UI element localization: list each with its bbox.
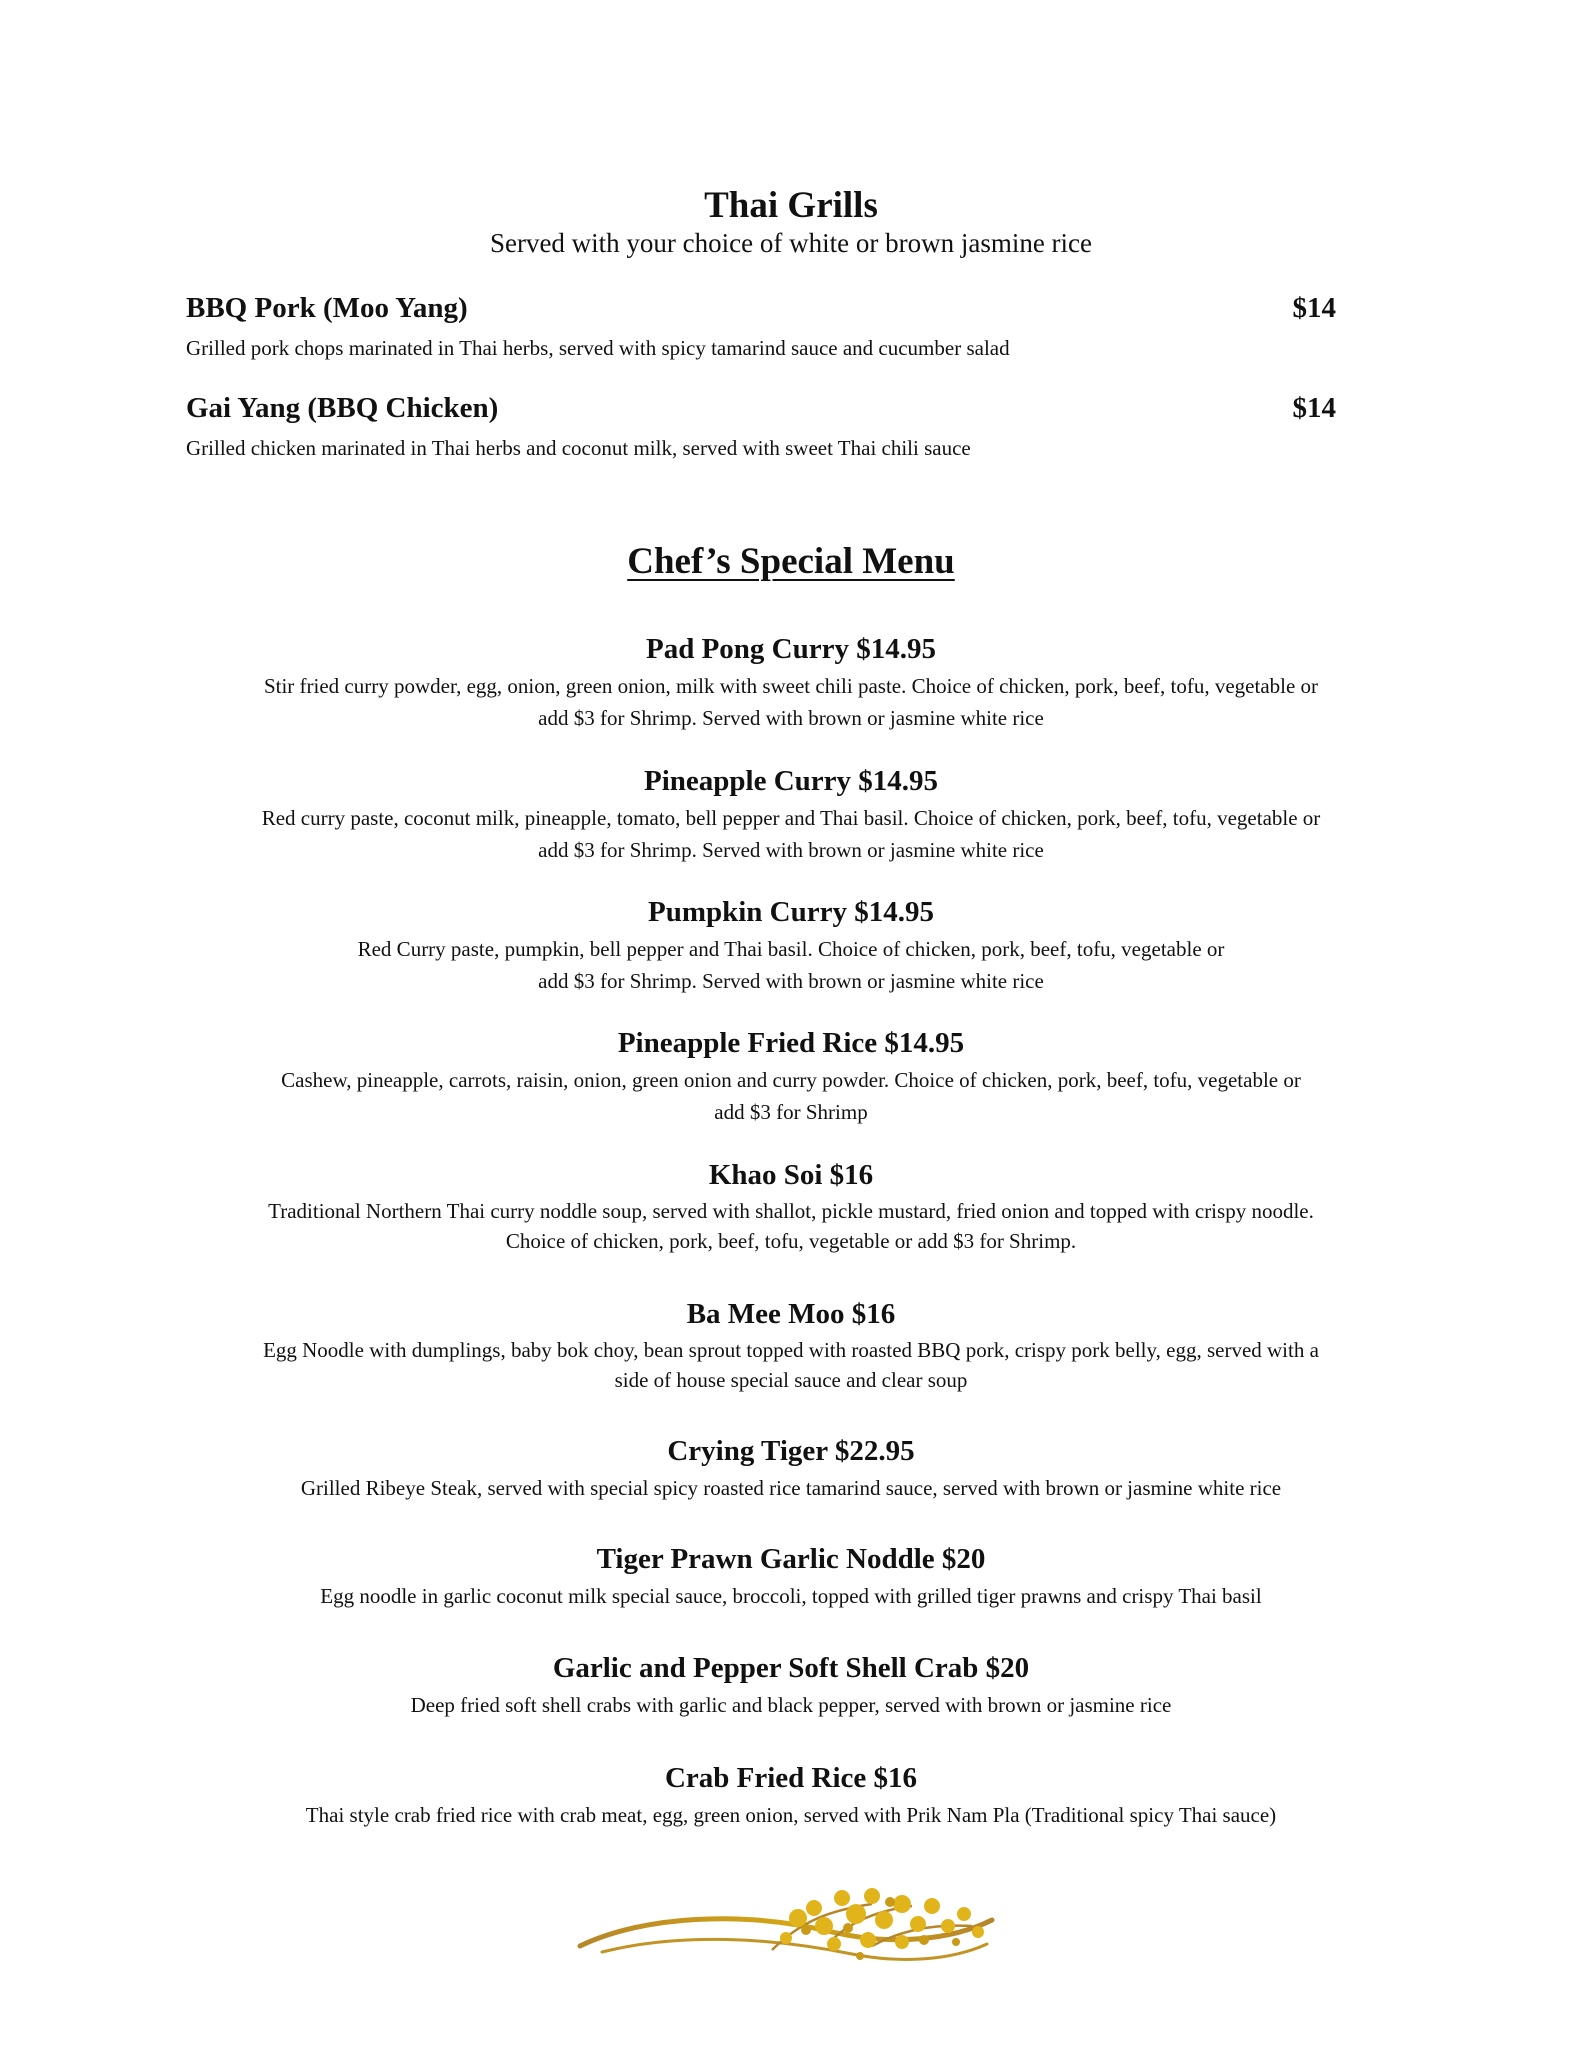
special-item-pad-pong-curry bbox=[190, 631, 1392, 734]
special-item-description bbox=[190, 1472, 1392, 1504]
special-item-name: Pineapple Fried Rice $14.95 bbox=[617, 1027, 965, 1059]
chefs-special-title bbox=[0, 540, 1582, 584]
special-item-crab-fried-rice bbox=[190, 1760, 1392, 1831]
special-item-pineapple-fried-rice bbox=[190, 1025, 1392, 1128]
description-line: add $3 for Shrimp. Served with brown or jasmine white rice bbox=[538, 969, 1044, 993]
special-item-description bbox=[190, 933, 1392, 997]
special-item-description bbox=[190, 1580, 1392, 1612]
special-item-name: Pad Pong Curry $14.95 bbox=[646, 633, 936, 665]
special-item-soft-shell-crab bbox=[190, 1650, 1392, 1721]
grill-item-header bbox=[186, 390, 1346, 426]
grill-item-description: Grilled chicken marinated in Thai herbs and coconut milk, served with sweet Thai chili sauce bbox=[186, 436, 971, 460]
special-item-khao-soi bbox=[190, 1157, 1392, 1256]
special-item-name: Tiger Prawn Garlic Noddle $20 bbox=[596, 1543, 986, 1575]
special-item-description bbox=[190, 1689, 1392, 1721]
description-line: add $3 for Shrimp. Served with brown or jasmine white rice bbox=[538, 706, 1044, 730]
description-line: Stir fried curry powder, egg, onion, green onion, milk with sweet chili paste. Choice of chicken, pork, beef, tofu, vegetable or bbox=[263, 674, 1319, 698]
description-line: Grilled Ribeye Steak, served with special spicy roasted rice tamarind sauce, served with brown or jasmine white rice bbox=[300, 1476, 1282, 1500]
special-item-description bbox=[190, 1335, 1392, 1395]
grill-item-description: Grilled pork chops marinated in Thai herbs, served with spicy tamarind sauce and cucumber salad bbox=[186, 336, 1010, 360]
special-item-pumpkin-curry bbox=[190, 894, 1392, 997]
grill-item-header bbox=[186, 290, 1346, 326]
thai-grills-subtitle: Served with your choice of white or brown jasmine rice bbox=[489, 228, 1093, 258]
special-item-name: Pineapple Curry $14.95 bbox=[643, 765, 939, 797]
grill-item-name: BBQ Pork (Moo Yang) bbox=[186, 292, 468, 324]
special-item-pineapple-curry bbox=[190, 763, 1392, 866]
special-item-tiger-prawn-garlic-noddle bbox=[190, 1541, 1392, 1612]
grill-item-name: Gai Yang (BBQ Chicken) bbox=[186, 392, 499, 424]
thai-grills-title: Thai Grills bbox=[704, 185, 878, 226]
special-item-name: Pumpkin Curry $14.95 bbox=[647, 896, 934, 928]
grill-item-price: $14 bbox=[1292, 392, 1336, 424]
special-item-name: Crab Fried Rice $16 bbox=[664, 1762, 918, 1794]
grill-item-bbq-pork bbox=[186, 290, 1346, 362]
special-item-name: Khao Soi $16 bbox=[708, 1159, 874, 1191]
description-line: Egg Noodle with dumplings, baby bok choy, bean sprout topped with roasted BBQ pork, crispy pork belly, egg, served with a bbox=[263, 1338, 1319, 1362]
description-line: add $3 for Shrimp. Served with brown or jasmine white rice bbox=[538, 838, 1044, 862]
special-item-description bbox=[190, 1196, 1392, 1256]
golden-floral-branch-icon bbox=[572, 1880, 1012, 1990]
grill-item-gai-yang bbox=[186, 390, 1346, 462]
description-line: Cashew, pineapple, carrots, raisin, onion, green onion and curry powder. Choice of chicken, pork, beef, tofu, vegetable or bbox=[281, 1068, 1301, 1092]
description-line: side of house special sauce and clear soup bbox=[614, 1368, 968, 1392]
grill-item-price: $14 bbox=[1292, 292, 1336, 324]
special-item-description bbox=[190, 1064, 1392, 1128]
description-line: Traditional Northern Thai curry noddle soup, served with shallot, pickle mustard, fried onion and topped with crispy noodle. bbox=[268, 1199, 1314, 1223]
special-item-ba-mee-moo bbox=[190, 1296, 1392, 1395]
description-line: Egg noodle in garlic coconut milk special sauce, broccoli, topped with grilled tiger prawns and crispy Thai basil bbox=[320, 1584, 1262, 1608]
description-line: Choice of chicken, pork, beef, tofu, vegetable or add $3 for Shrimp. bbox=[505, 1229, 1077, 1253]
special-item-crying-tiger bbox=[190, 1433, 1392, 1504]
special-item-description bbox=[190, 1799, 1392, 1831]
special-item-name: Garlic and Pepper Soft Shell Crab $20 bbox=[552, 1652, 1030, 1684]
special-item-name: Crying Tiger $22.95 bbox=[667, 1435, 915, 1467]
chefs-special-title-text: Chef’s Special Menu bbox=[627, 541, 955, 582]
description-line: add $3 for Shrimp bbox=[714, 1100, 868, 1124]
special-item-description bbox=[190, 802, 1392, 866]
description-line: Red curry paste, coconut milk, pineapple, tomato, bell pepper and Thai basil. Choice of chicken, pork, beef, tofu, vegetable or bbox=[261, 806, 1321, 830]
description-line: Red Curry paste, pumpkin, bell pepper and Thai basil. Choice of chicken, pork, beef, tofu, vegetable or bbox=[357, 937, 1225, 961]
special-item-description bbox=[190, 670, 1392, 734]
description-line: Thai style crab fried rice with crab meat, egg, green onion, served with Prik Nam Pla (Traditional spicy Thai sauce) bbox=[305, 1803, 1277, 1827]
special-item-name: Ba Mee Moo $16 bbox=[686, 1298, 896, 1330]
description-line: Deep fried soft shell crabs with garlic and black pepper, served with brown or jasmine rice bbox=[410, 1693, 1172, 1717]
